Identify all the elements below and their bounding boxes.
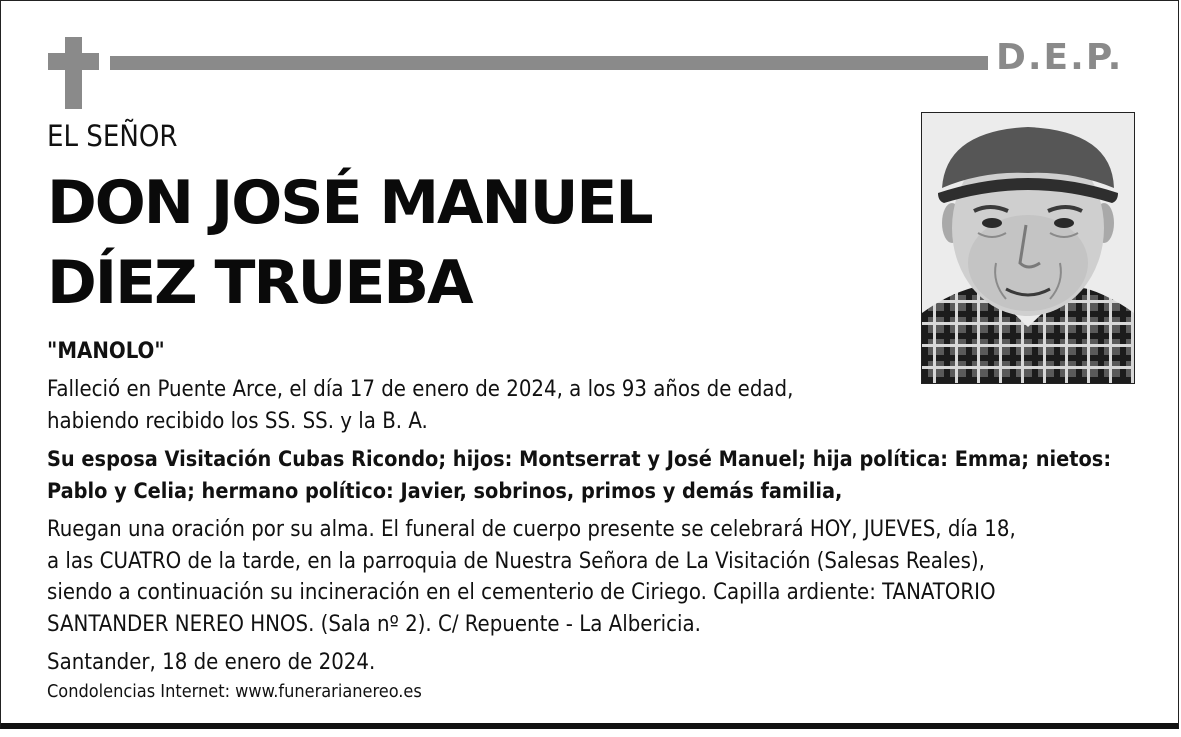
funeral-line: SANTANDER NEREO HNOS. (Sala nº 2). C/ Repuente - La Albericia.	[47, 611, 701, 637]
family-line: Pablo y Celia; hermano político: Javier, sobrinos, primos y demás familia,	[47, 479, 843, 504]
death-line: Falleció en Puente Arce, el día 17 de enero de 2024, a los 93 años de edad,	[47, 377, 794, 402]
family-line: Su esposa Visitación Cubas Ricondo; hijos: Montserrat y José Manuel; hija política: Emma; nietos:	[47, 447, 1112, 472]
notice-title: EL SEÑOR	[47, 119, 178, 153]
funeral-paragraph	[47, 514, 1016, 640]
deceased-photo	[921, 112, 1135, 384]
deceased-name-line2: DÍEZ TRUEBA	[47, 248, 472, 318]
death-paragraph	[47, 374, 793, 437]
funeral-line: Ruegan una oración por su alma. El funeral de cuerpo presente se celebrará HOY, JUEVES, día 18,	[47, 517, 1016, 542]
condolences-line: Condolencias Internet: www.funerarianereo.es	[47, 681, 422, 702]
death-line: habiendo recibido los SS. SS. y la B. A.	[47, 408, 428, 434]
funeral-line: siendo a continuación su incineración en el cementerio de Ciriego. Capilla ardiente: TANATORIO	[47, 580, 996, 605]
deceased-name-line1: DON JOSÉ MANUEL	[47, 168, 652, 238]
deceased-nickname: "MANOLO"	[47, 339, 165, 364]
dep-label: D.E.P.	[996, 37, 1124, 78]
place-date: Santander, 18 de enero de 2024.	[47, 650, 376, 675]
header-rule	[110, 56, 988, 70]
funeral-line: a las CUATRO de la tarde, en la parroquia de Nuestra Señora de La Visitación (Salesas Reales),	[47, 548, 985, 574]
family-paragraph	[47, 444, 1111, 508]
